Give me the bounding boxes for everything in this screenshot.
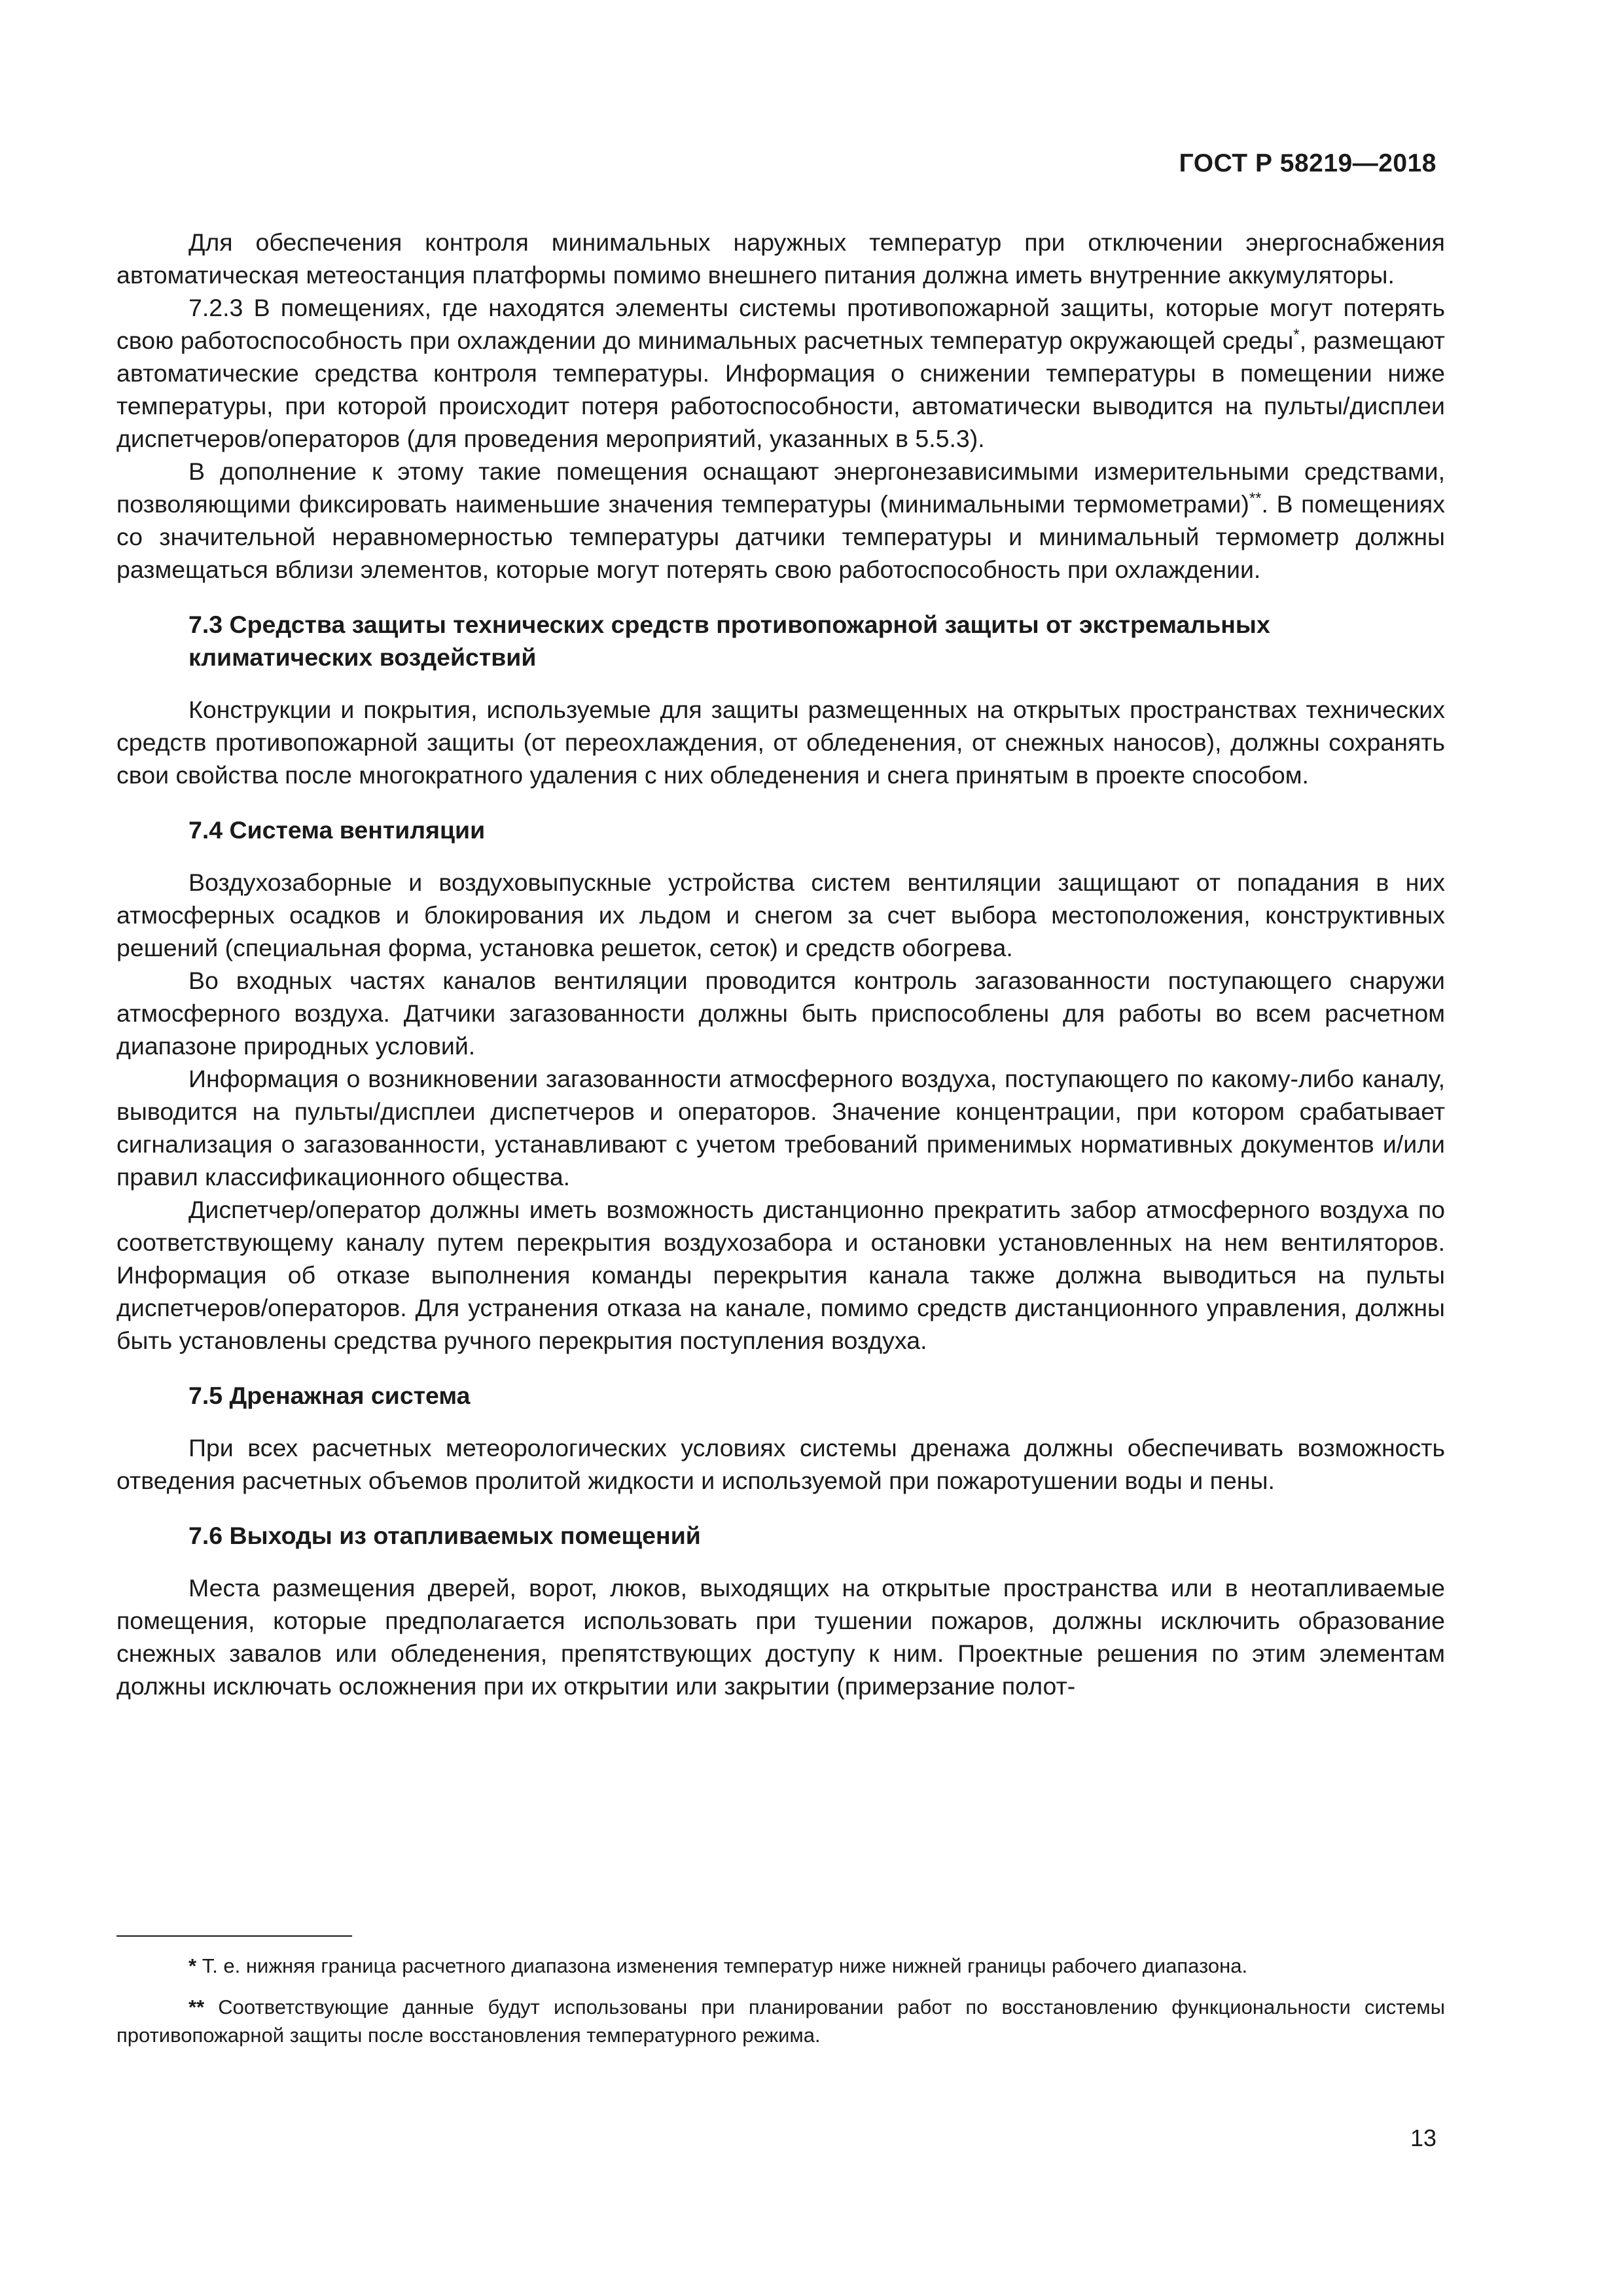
footnote-1 (116, 1952, 1445, 1980)
paragraph-7-4-intakes: Воздухозаборные и воздуховыпускные устройства систем вентиляции защищают от попадания в них атмосферных осадков и блокирования их льдом и снегом за счет выбора местоположения, конструктивных решений (специальная форма, установка решеток, сеток) и средств обогрева. (116, 869, 1445, 961)
footnote-2 (116, 1993, 1445, 2049)
section-heading-7-6: 7.6 Выходы из отапливаемых помещений (188, 1522, 701, 1549)
footnote-ref-2: ** (1249, 490, 1262, 507)
paragraph-power-supply: Для обеспечения контроля минимальных наружных температур при отключении энергоснабжения автоматическая метеостанция платформы помимо внешнего питания должна иметь внутренние аккумуляторы. (116, 228, 1445, 289)
paragraph-7-4-operator: Диспетчер/оператор должны иметь возможность дистанционно прекратить забор атмосферного воздуха по соответствующему каналу путем перекрытия воздухозабора и остановки установленных на нем вентиляторов. Информация об отказе выполнения команды перекрытия канала также должна выводиться на пульты диспетчеров/операторов. Для устранения отказа на канале, помимо средств дистанционного управления, должны быть установлены средства ручного перекрытия поступления воздуха. (116, 1196, 1445, 1354)
main-text (116, 226, 1445, 1702)
section-heading-7-3: 7.3 Средства защиты технических средств противопожарной защиты от экстремальных климатических воздействий (188, 611, 1270, 671)
footnote-divider (116, 1935, 352, 1937)
section-heading-7-5: 7.5 Дренажная система (188, 1382, 471, 1409)
page-number: 13 (1410, 2125, 1436, 2151)
standard-header: ГОСТ Р 58219—2018 (1179, 149, 1436, 177)
paragraph-7-6: Места размещения дверей, ворот, люков, выходящих на открытые пространства или в неотапливаемые помещения, которые предполагается использовать при тушении пожаров, должны исключить образование снежных завалов или обледенения, препятствующих доступу к ним. Проектные решения по этим элементам должны исключать осложнения при их открытии или закрытии (примерзание полот- (116, 1574, 1445, 1700)
footnote-ref-1: * (1293, 326, 1300, 344)
footnote-2-mark: ** (188, 1996, 205, 2018)
paragraph-7-2-3 (116, 291, 1445, 455)
paragraph-7-4-gas-alarm: Информация о возникновении загазованности атмосферного воздуха, поступающего по какому-либо каналу, выводится на пульты/дисплеи диспетчеров и операторов. Значение концентрации, при котором срабатывает сигнализация о загазованности, устанавливают с учетом требований применимых нормативных документов и/или правил классификационного общества. (116, 1065, 1445, 1191)
footnote-2-text: Соответствующие данные будут использованы при планировании работ по восстановлению функциональности системы противопожарной защиты после восстановления температурного режима. (116, 1996, 1445, 2047)
paragraph-min-thermometers-text-end: . В помещениях со значительной неравномерностью температуры датчики температуры и минимальный термометр должны размещаться вблизи элементов, которые могут потерять свою работоспособность при охлаждении. (116, 490, 1445, 583)
paragraph-min-thermometers-text-start: В дополнение к этому такие помещения оснащают энергонезависимыми измерительными средствами, позволяющими фиксировать наименьшие значения температуры (минимальными термометрами) (116, 457, 1445, 518)
footnote-1-mark: * (188, 1954, 197, 1977)
paragraph-7-2-3-text-start: 7.2.3 В помещениях, где находятся элементы системы противопожарной защиты, которые могут потерять свою работоспособность при охлаждении до минимальных расчетных температур окружающей среды (116, 294, 1445, 354)
paragraph-7-3: Конструкции и покрытия, используемые для защиты размещенных на открытых пространствах технических средств противопожарной защиты (от переохлаждения, от обледенения, от снежных наносов), должны сохранять свои свойства после многократного удаления с них обледенения и снега принятым в проекте способом. (116, 696, 1445, 789)
paragraph-7-4-gas-control: Во входных частях каналов вентиляции проводится контроль загазованности поступающего снаружи атмосферного воздуха. Датчики загазованности должны быть приспособлены для работы во всем расчетном диапазоне природных условий. (116, 967, 1445, 1060)
paragraph-7-2-3-text-end: , размещают автоматические средства контроля температуры. Информация о снижении температуры в помещении ниже температуры, при которой происходит потеря работоспособности, автоматически выводится на пульты/дисплеи диспетчеров/операторов (для проведения мероприятий, указанных в 5.5.3). (116, 327, 1445, 452)
section-heading-7-4: 7.4 Система вентиляции (188, 816, 486, 844)
footnotes (116, 1952, 1445, 2062)
paragraph-7-5: При всех расчетных метеорологических условиях системы дренажа должны обеспечивать возможность отведения расчетных объемов пролитой жидкости и используемой при пожаротушении воды и пены. (116, 1434, 1445, 1494)
footnote-1-text: Т. е. нижняя граница расчетного диапазона изменения температур ниже нижней границы рабочего диапазона. (196, 1954, 1248, 1977)
paragraph-min-thermometers (116, 455, 1445, 586)
